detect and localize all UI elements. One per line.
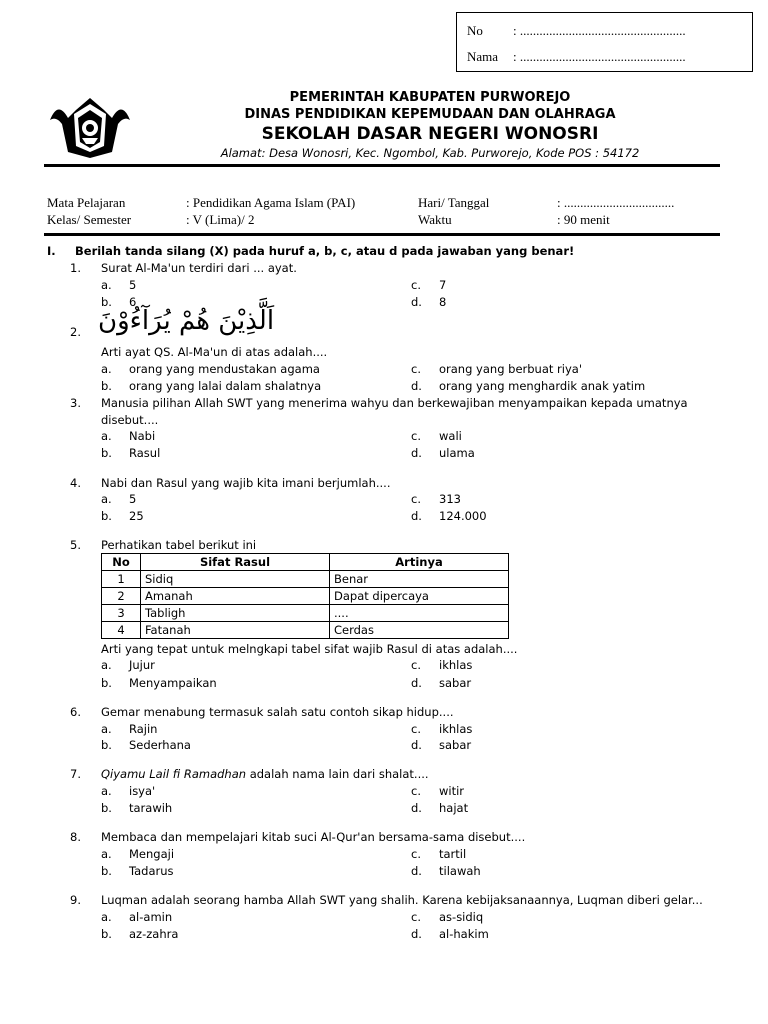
table-cell: Fatanah [141, 622, 330, 639]
question-7-text [101, 767, 429, 781]
q8-option-d-letter[interactable]: d. [411, 864, 422, 878]
student-id-box [456, 12, 753, 72]
q5-option-b[interactable]: Menyampaikan [129, 676, 217, 690]
q4-option-b-letter[interactable]: b. [101, 509, 112, 523]
q8-option-c[interactable]: tartil [439, 847, 467, 861]
q4-option-d-letter[interactable]: d. [411, 509, 422, 523]
q8-option-a-letter[interactable]: a. [101, 847, 112, 861]
q7-option-b-letter[interactable]: b. [101, 801, 112, 815]
table-cell: Benar [330, 571, 509, 588]
q7-option-a-letter[interactable]: a. [101, 784, 112, 798]
table-row [102, 588, 509, 605]
q6-option-c-letter[interactable]: c. [411, 722, 421, 736]
q9-option-b[interactable]: az-zahra [129, 927, 179, 941]
table-cell: Cerdas [330, 622, 509, 639]
q2-option-d[interactable]: orang yang menghardik anak yatim [439, 379, 646, 393]
table-cell: 1 [102, 571, 141, 588]
q1-option-c-letter[interactable]: c. [411, 278, 421, 292]
table-cell: Amanah [141, 588, 330, 605]
q5-option-a-letter[interactable]: a. [101, 658, 112, 672]
question-7-italic-term: Qiyamu Lail fi Ramadhan [101, 767, 247, 781]
question-6-text: Gemar menabung termasuk salah satu contoh sikap hidup.... [101, 705, 454, 719]
question-2-text: Arti ayat QS. Al-Ma'un di atas adalah.... [101, 345, 328, 359]
question-7-number: 7. [70, 767, 81, 781]
table-header-row [102, 554, 509, 571]
table-cell: 3 [102, 605, 141, 622]
table-cell: Sidiq [141, 571, 330, 588]
q1-option-b[interactable]: 6 [129, 295, 137, 309]
q7-option-b[interactable]: tarawih [129, 801, 173, 815]
q7-option-c[interactable]: witir [439, 784, 465, 798]
q1-option-a-letter[interactable]: a. [101, 278, 112, 292]
regency-emblem-icon [48, 90, 132, 160]
q7-option-c-letter[interactable]: c. [411, 784, 421, 798]
q6-option-a-letter[interactable]: a. [101, 722, 112, 736]
question-1 [70, 261, 81, 275]
question-3-text-cont: disebut.... [101, 413, 159, 427]
table-cell: .... [330, 605, 509, 622]
q5-option-d-letter[interactable]: d. [411, 676, 422, 690]
q3-option-b[interactable]: Rasul [129, 446, 161, 460]
table-cell: 2 [102, 588, 141, 605]
question-5-number: 5. [70, 538, 81, 552]
name-label: Nama [467, 49, 499, 64]
q9-option-d[interactable]: al-hakim [439, 927, 489, 941]
q4-option-d[interactable]: 124.000 [439, 509, 487, 523]
table-row [102, 571, 509, 588]
header-department: DINAS PENDIDIKAN KEPEMUDAAN DAN OLAHRAGA [244, 107, 616, 122]
question-5-text: Perhatikan tabel berikut ini [101, 538, 257, 552]
q2-option-d-letter[interactable]: d. [411, 379, 422, 393]
q9-option-b-letter[interactable]: b. [101, 927, 112, 941]
q8-option-b[interactable]: Tadarus [129, 864, 174, 878]
no-label: No [467, 23, 483, 38]
meta-rule [44, 233, 720, 236]
header-school: SEKOLAH DASAR NEGERI WONOSRI [261, 124, 599, 144]
q8-option-b-letter[interactable]: b. [101, 864, 112, 878]
q4-option-c[interactable]: 313 [439, 492, 461, 506]
question-5-text-cont: Arti yang tepat untuk melngkapi tabel sifat wajib Rasul di atas adalah.... [101, 642, 518, 656]
date-label: Hari/ Tanggal [418, 195, 490, 210]
q3-option-c[interactable]: wali [439, 429, 462, 443]
time-label: Waktu [418, 212, 452, 227]
q1-option-d-letter[interactable]: d. [411, 295, 422, 309]
q5-option-d[interactable]: sabar [439, 676, 472, 690]
q1-option-a[interactable]: 5 [129, 278, 137, 292]
q7-option-a[interactable]: isya' [129, 784, 156, 798]
q7-option-d[interactable]: hajat [439, 801, 469, 815]
q4-option-a[interactable]: 5 [129, 492, 137, 506]
q3-option-a[interactable]: Nabi [129, 429, 156, 443]
q6-option-d[interactable]: sabar [439, 738, 472, 752]
q6-option-b-letter[interactable]: b. [101, 738, 112, 752]
table-cell: Tabligh [141, 605, 330, 622]
q3-option-c-letter[interactable]: c. [411, 429, 421, 443]
no-field[interactable]: : ................................................... [513, 23, 686, 38]
section-number: I. [47, 244, 56, 258]
q3-option-a-letter[interactable]: a. [101, 429, 112, 443]
table-header-no: No [102, 554, 141, 571]
table-row [102, 605, 509, 622]
q9-option-a[interactable]: al-amin [129, 910, 173, 924]
question-4-number: 4. [70, 476, 81, 490]
question-8-number: 8. [70, 830, 81, 844]
header-rule [44, 164, 720, 167]
q9-option-c-letter[interactable]: c. [411, 910, 421, 924]
q5-option-c[interactable]: ikhlas [439, 658, 473, 672]
class-label: Kelas/ Semester [47, 212, 132, 227]
question-2-number: 2. [70, 325, 81, 339]
q4-option-a-letter[interactable]: a. [101, 492, 112, 506]
q6-option-c[interactable]: ikhlas [439, 722, 473, 736]
section-instruction: Berilah tanda silang (X) pada huruf a, b, c, atau d pada jawaban yang benar! [75, 244, 575, 258]
q6-option-b[interactable]: Sederhana [129, 738, 191, 752]
name-row[interactable] [467, 49, 686, 65]
q5-option-b-letter[interactable]: b. [101, 676, 112, 690]
sifat-rasul-table [101, 553, 509, 639]
q9-option-d-letter[interactable]: d. [411, 927, 422, 941]
question-number: 1. [70, 261, 81, 275]
q4-option-c-letter[interactable]: c. [411, 492, 421, 506]
q4-option-b[interactable]: 25 [129, 509, 144, 523]
header-address: Alamat: Desa Wonosri, Kec. Ngombol, Kab. Purworejo, Kode POS : 54172 [220, 146, 640, 160]
q2-option-a[interactable]: orang yang mendustakan agama [129, 362, 320, 376]
q8-option-d[interactable]: tilawah [439, 864, 481, 878]
question-3-text: Manusia pilihan Allah SWT yang menerima wahyu dan berkewajiban menyampaikan kepada umatnya [101, 396, 688, 410]
table-header-artinya: Artinya [330, 554, 509, 571]
question-1-text: Surat Al-Ma'un terdiri dari ... ayat. [101, 261, 297, 275]
date-field[interactable]: : .................................. [557, 195, 675, 210]
q1-option-d[interactable]: 8 [439, 295, 447, 309]
table-cell: Dapat dipercaya [330, 588, 509, 605]
question-6-number: 6. [70, 705, 81, 719]
q5-option-c-letter[interactable]: c. [411, 658, 421, 672]
question-2-arabic-verse: اَلَّذِيْنَ هُمْ يُرَآءُوْنَ [98, 306, 275, 336]
q2-option-c[interactable]: orang yang berbuat riya' [439, 362, 582, 376]
q1-option-b-letter[interactable]: b. [101, 295, 112, 309]
q2-option-b[interactable]: orang yang lalai dalam shalatnya [129, 379, 322, 393]
q6-option-d-letter[interactable]: d. [411, 738, 422, 752]
q2-option-b-letter[interactable]: b. [101, 379, 112, 393]
name-field[interactable]: : ................................................... [513, 49, 686, 64]
q2-option-a-letter[interactable]: a. [101, 362, 112, 376]
q1-option-c[interactable]: 7 [439, 278, 447, 292]
q9-option-c[interactable]: as-sidiq [439, 910, 484, 924]
question-9-number: 9. [70, 893, 81, 907]
table-cell: 4 [102, 622, 141, 639]
q8-option-c-letter[interactable]: c. [411, 847, 421, 861]
q8-option-a[interactable]: Mengaji [129, 847, 175, 861]
question-4-text: Nabi dan Rasul yang wajib kita imani berjumlah.... [101, 476, 391, 490]
time-value: : 90 menit [557, 212, 610, 227]
class-value: : V (Lima)/ 2 [186, 212, 255, 227]
q3-option-d[interactable]: ulama [439, 446, 475, 460]
header-government: PEMERINTAH KABUPATEN PURWOREJO [289, 90, 571, 105]
question-3-number: 3. [70, 396, 81, 410]
q6-option-a[interactable]: Rajin [129, 722, 158, 736]
q3-option-d-letter[interactable]: d. [411, 446, 422, 460]
question-7-rest: adalah nama lain dari shalat.... [246, 767, 429, 781]
subject-value: : Pendidikan Agama Islam (PAI) [186, 195, 356, 210]
q2-option-c-letter[interactable]: c. [411, 362, 421, 376]
q5-option-a[interactable]: Jujur [129, 658, 155, 672]
table-row [102, 622, 509, 639]
question-9-text: Luqman adalah seorang hamba Allah SWT yang shalih. Karena kebijaksanaannya, Luqman diberi gelar... [101, 893, 703, 907]
q9-option-a-letter[interactable]: a. [101, 910, 112, 924]
question-8-text: Membaca dan mempelajari kitab suci Al-Qur'an bersama-sama disebut.... [101, 830, 526, 844]
q3-option-b-letter[interactable]: b. [101, 446, 112, 460]
table-header-sifat: Sifat Rasul [141, 554, 330, 571]
subject-label: Mata Pelajaran [47, 195, 126, 210]
q7-option-d-letter[interactable]: d. [411, 801, 422, 815]
no-row[interactable] [467, 23, 686, 39]
